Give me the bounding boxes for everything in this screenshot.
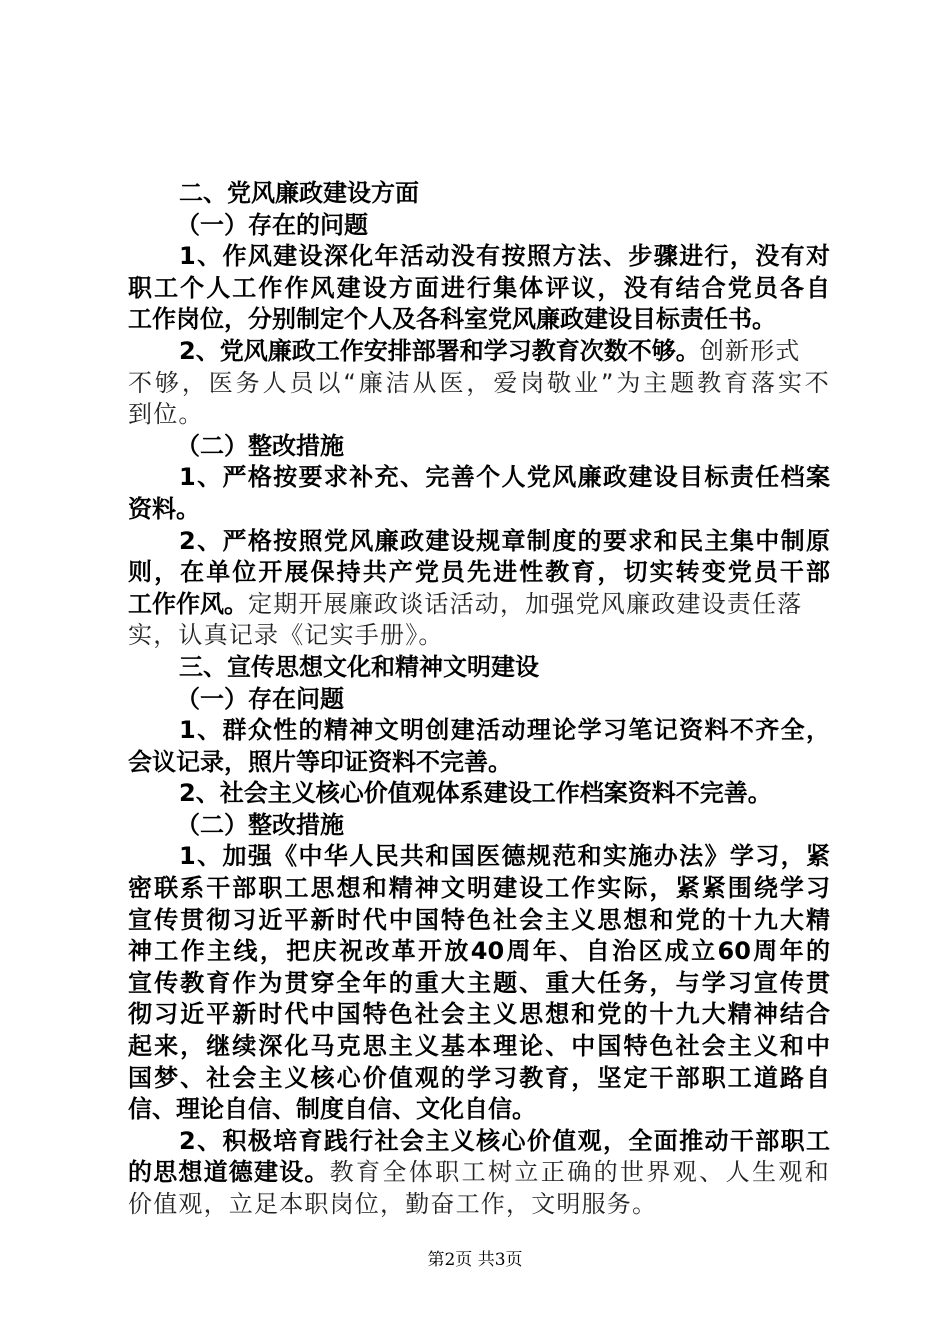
paragraph-line: 宣传贯彻习近平新时代中国特色社会主义思想和党的十九大精 <box>128 905 830 934</box>
paragraph-line: 资料。 <box>128 494 200 523</box>
page-footer: 第2页 共3页 <box>427 1250 523 1270</box>
section-heading: 三、宣传思想文化和精神文明建设 <box>179 652 539 681</box>
paragraph-line: 2、严格按照党风廉政建设规章制度的要求和民主集中制原 <box>179 526 830 555</box>
paragraph-segment-light: 创新形式 <box>699 336 801 365</box>
paragraph-segment: 的思想道德建设。 <box>128 1158 330 1187</box>
paragraph-line: 1、群众性的精神文明创建活动理论学习笔记资料不齐全， <box>179 716 830 745</box>
paragraph-line: 2、积极培育践行社会主义核心价值观，全面推动干部职工 <box>179 1126 830 1155</box>
paragraph-line: 宣传教育作为贯穿全年的重大主题、重大任务，与学习宣传贯 <box>128 968 830 997</box>
subsection-heading: （二）整改措施 <box>176 431 344 460</box>
paragraph-line: 2、社会主义核心价值观体系建设工作档案资料不完善。 <box>179 779 772 808</box>
paragraph-line: 工作岗位，分别制定个人及各科室党风廉政建设目标责任书。 <box>128 305 776 334</box>
paragraph-line: 1、作风建设深化年活动没有按照方法、步骤进行，没有对 <box>179 242 830 271</box>
paragraph-line: 神工作主线，把庆祝改革开放40周年、自治区成立60周年的 <box>128 937 830 966</box>
paragraph-line: 彻习近平新时代中国特色社会主义思想和党的十九大精神结合 <box>128 1000 830 1029</box>
paragraph-line: 1、严格按要求补充、完善个人党风廉政建设目标责任档案 <box>179 463 830 492</box>
paragraph-line: 起来，继续深化马克思主义基本理论、中国特色社会主义和中 <box>128 1032 830 1061</box>
paragraph-line: 密联系干部职工思想和精神文明建设工作实际，紧紧围绕学习 <box>128 874 830 903</box>
section-heading: 二、党风廉政建设方面 <box>179 179 419 207</box>
paragraph-line: 国梦、社会主义核心价值观的学习教育，坚定干部职工道路自 <box>128 1063 830 1092</box>
paragraph-segment-light: 教育全体职工树立正确的世界观、人生观和 <box>329 1158 830 1187</box>
paragraph-line: 职工个人工作作风建设方面进行集体评议，没有结合党员各自 <box>128 273 830 302</box>
document-body <box>128 178 830 1221</box>
paragraph-line: 1、加强《中华人民共和国医德规范和实施办法》学习，紧 <box>179 842 830 871</box>
paragraph-line: 则，在单位开展保持共产党员先进性教育，切实转变党员干部 <box>128 558 830 587</box>
paragraph-line <box>128 1157 830 1189</box>
paragraph-line: 信、理论自信、制度自信、文化自信。 <box>128 1095 536 1124</box>
paragraph-line: 会议记录，照片等印证资料不完善。 <box>128 747 512 776</box>
paragraph-line: 价值观，立足本职岗位，勤奋工作，文明服务。 <box>128 1190 658 1218</box>
paragraph-line: 不够，医务人员以“廉洁从医，爱岗敬业”为主题教育落实不 <box>128 368 830 397</box>
paragraph-line: 到位。 <box>128 400 204 429</box>
subsection-heading: （一）存在问题 <box>176 684 344 713</box>
paragraph-segment: 工作作风。 <box>128 589 248 618</box>
paragraph-segment: 2、党风廉政工作安排部署和学习教育次数不够。 <box>179 336 700 365</box>
subsection-heading: （二）整改措施 <box>176 810 344 839</box>
paragraph-segment-light: 定期开展廉政谈话活动，加强党风廉政建设责任落 <box>248 589 803 618</box>
paragraph-line: 实，认真记录《记实手册》。 <box>128 621 444 650</box>
paragraph-line <box>128 589 830 621</box>
paragraph-line <box>128 336 830 368</box>
subsection-heading: （一）存在的问题 <box>176 210 368 239</box>
